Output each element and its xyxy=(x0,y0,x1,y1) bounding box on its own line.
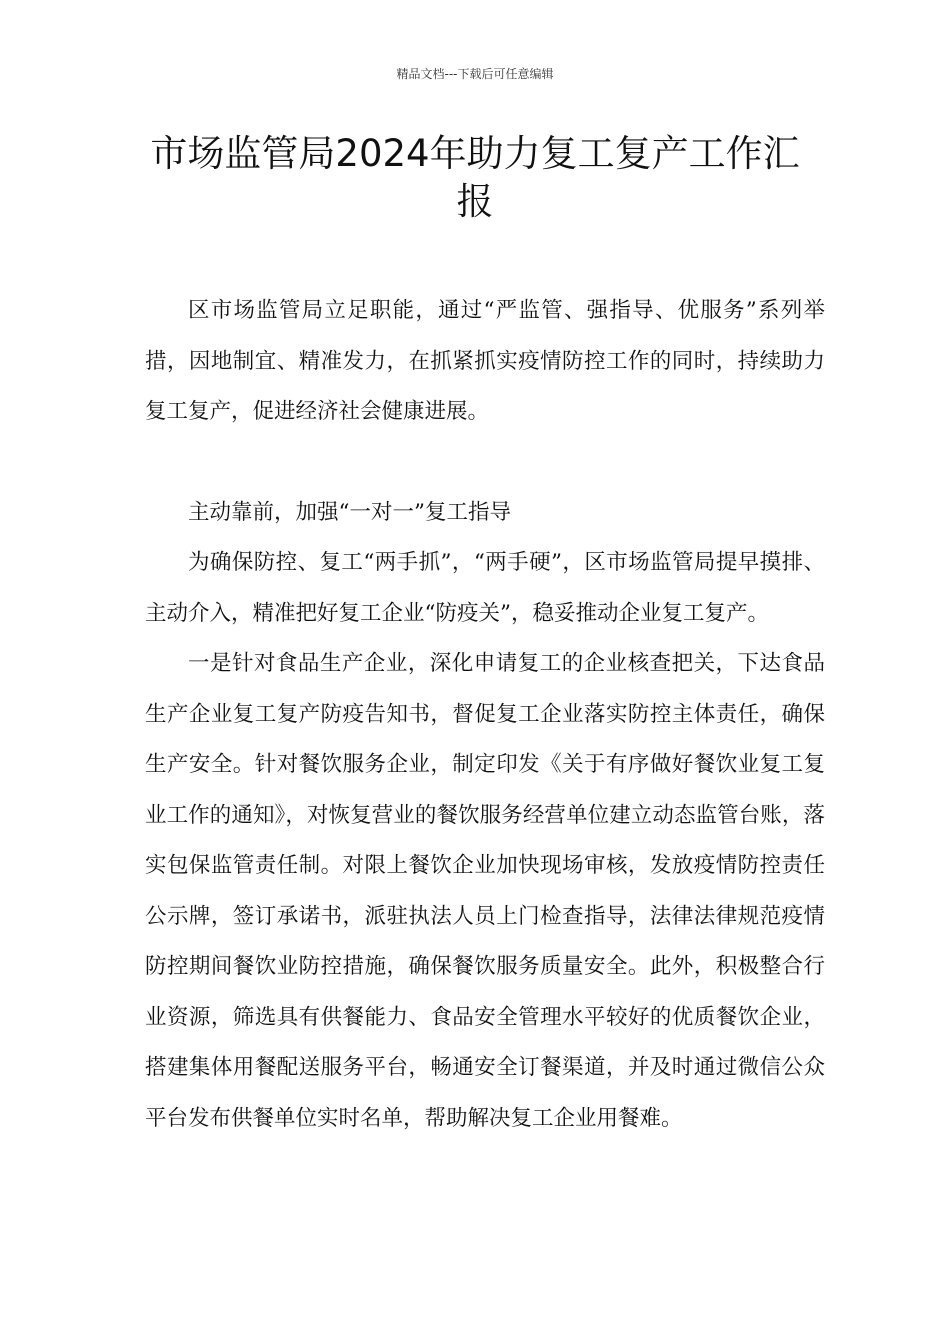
page-header: 精品文档---下载后可任意编辑 xyxy=(396,67,554,81)
intro-paragraph: 区市场监管局立足职能，通过“严监管、强指导、优服务”系列举措，因地制宜、精准发力，在抓紧抓实疫情防控工作的同时，持续助力复工复产，促进经济社会健康进展。 xyxy=(145,298,825,424)
body-paragraph: 为确保防控、复工“两手抓”，“两手硬”，区市场监管局提早摸排、主动介入，精准把好复工企业“防疫关”，稳妥推动企业复工复产。 xyxy=(145,550,825,626)
document-body xyxy=(145,286,825,1144)
body-paragraph: 一是针对食品生产企业，深化申请复工的企业核查把关，下达食品生产企业复工复产防疫告知书，督促复工企业落实防控主体责任，确保生产安全。针对餐饮服务企业，制定印发《关于有序做好餐饮业复工复业工作的通知》，对恢复营业的餐饮服务经营单位建立动态监管台账，落实包保监管责任制。对限上餐饮企业加快现场审核，发放疫情防控责任公示牌，签订承诺书，派驻执法人员上门检查指导，法律法律规范疫情防控期间餐饮业防控措施，确保餐饮服务质量安全。此外，积极整合行业资源，筛选具有供餐能力、食品安全管理水平较好的优质餐饮企业，搭建集体用餐配送服务平台，畅通安全订餐渠道，并及时通过微信公众平台发布供餐单位实时名单，帮助解决复工企业用餐难。 xyxy=(145,651,825,1131)
document-title: 市场监管局2024年助力复工复产工作汇报 xyxy=(150,132,800,223)
section-heading: 主动靠前，加强“一对一”复工指导 xyxy=(188,499,511,525)
